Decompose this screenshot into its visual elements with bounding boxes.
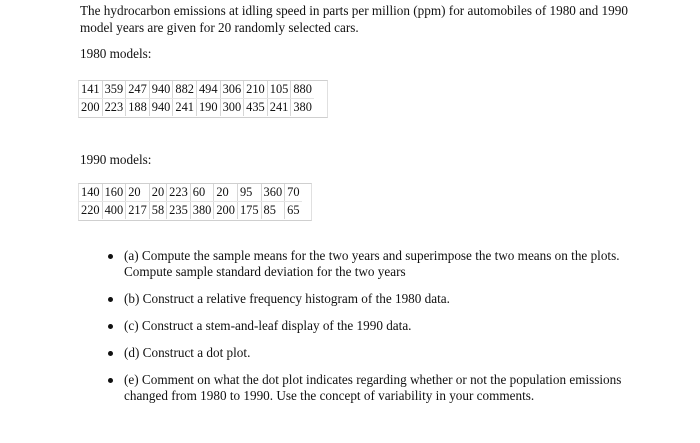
table-cell: 217 [126, 202, 150, 220]
list-item [108, 318, 628, 334]
task-list [108, 248, 628, 415]
table-cell: 210 [244, 81, 268, 99]
table-1980-models [79, 81, 314, 116]
table-cell: 940 [149, 81, 173, 99]
list-item [108, 372, 628, 404]
table-cell: 882 [173, 81, 197, 99]
list-item [108, 345, 628, 361]
table-cell: 435 [244, 99, 268, 117]
table-cell: 85 [261, 202, 285, 220]
table-cell: 58 [149, 202, 166, 220]
table-cell: 95 [237, 184, 261, 202]
table-cell: 190 [196, 99, 220, 117]
table-cell: 223 [102, 99, 126, 117]
bullet-icon [108, 324, 113, 329]
heading-1980-models: 1980 models: [80, 46, 152, 61]
table-cell: 241 [267, 99, 291, 117]
table-cell: 140 [79, 184, 102, 202]
bullet-icon [108, 254, 113, 259]
table-cell: 70 [285, 184, 302, 202]
table-cell: 300 [220, 99, 244, 117]
table-cell: 400 [102, 202, 126, 220]
table-cell: 141 [79, 81, 102, 99]
table-cell: 200 [79, 99, 102, 117]
table-cell: 247 [126, 81, 150, 99]
table-cell: 20 [149, 184, 166, 202]
heading-1990-models: 1990 models: [80, 152, 152, 167]
table-row [79, 202, 302, 220]
table-cell: 65 [287, 203, 300, 217]
table-row [79, 99, 314, 117]
table-cell: 235 [167, 202, 191, 220]
table-cell: 188 [126, 99, 150, 117]
table-cell: 360 [261, 184, 285, 202]
table-cell: 60 [190, 184, 214, 202]
table-cell: 306 [220, 81, 244, 99]
table-row [79, 184, 302, 202]
table-cell: 200 [214, 202, 238, 220]
table-cell: 223 [167, 184, 191, 202]
table-1990-models [79, 184, 302, 219]
bullet-icon [108, 297, 113, 302]
table-cell: 20 [126, 184, 150, 202]
table-cell: 160 [102, 184, 126, 202]
task-text: (e) Comment on what the dot plot indicates regarding whether or not the population emissions changed from 1980 to 1990. Use the concept of variability in your comments. [124, 372, 622, 403]
table-cell: 359 [102, 81, 126, 99]
task-text: (c) Construct a stem-and-leaf display of the 1990 data. [124, 318, 412, 333]
problem-intro: The hydrocarbon emissions at idling speed in parts per million (ppm) for automobiles of 1980 and 1990 model years are given for 20 randomly selected cars. [80, 3, 628, 35]
table-cell: 220 [79, 202, 102, 220]
task-text: (b) Construct a relative frequency histogram of the 1980 data. [124, 291, 450, 306]
task-text: (d) Construct a dot plot. [124, 345, 251, 360]
list-item [108, 248, 628, 280]
table-cell: 380 [190, 202, 214, 220]
list-item [108, 291, 628, 307]
table-cell: 880 [291, 81, 314, 99]
table-cell: 494 [196, 81, 220, 99]
table-cell: 380 [293, 100, 312, 114]
table-cell: 241 [173, 99, 197, 117]
bullet-icon [108, 378, 113, 383]
task-text: (a) Compute the sample means for the two years and superimpose the two means on the plots. Compute sample standard deviation for the two years [124, 248, 620, 279]
table-cell: 105 [267, 81, 291, 99]
table-row [79, 81, 314, 99]
table-cell: 20 [214, 184, 238, 202]
table-cell: 940 [149, 99, 173, 117]
bullet-icon [108, 351, 113, 356]
table-cell: 175 [237, 202, 261, 220]
